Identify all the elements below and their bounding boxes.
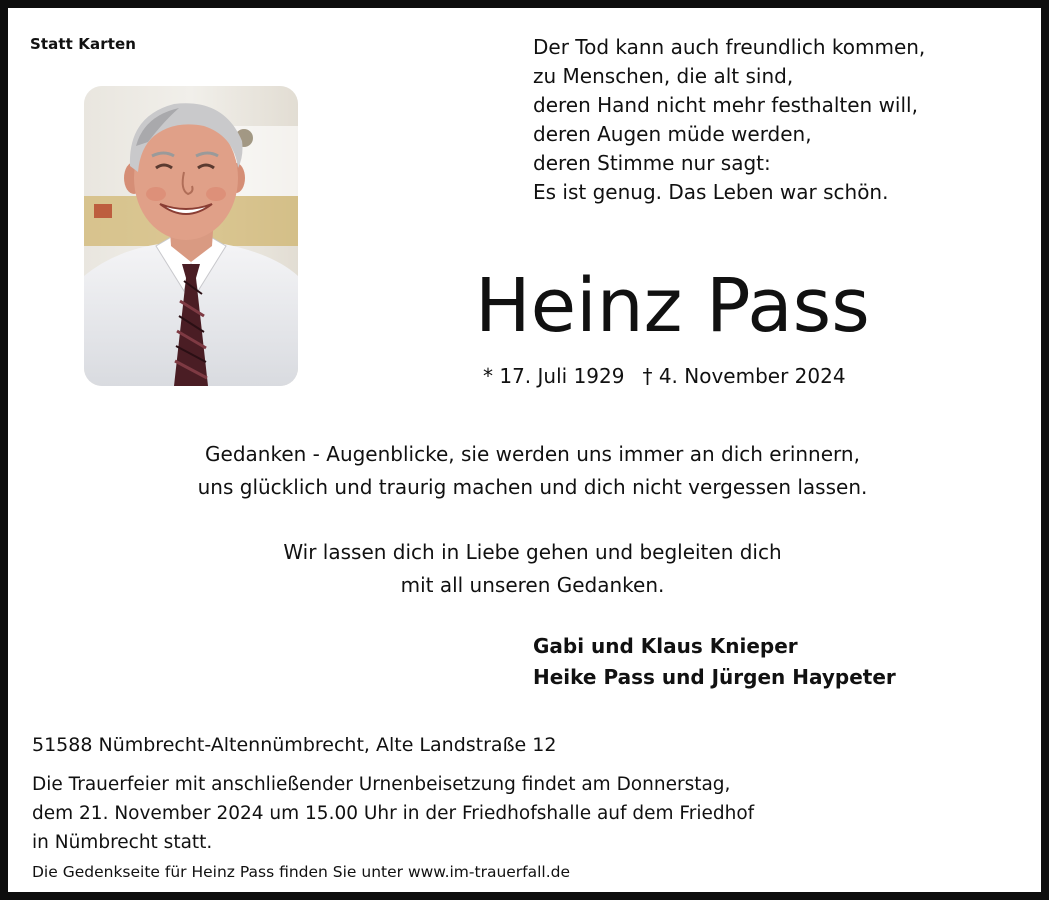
mourner-line: Gabi und Klaus Knieper bbox=[533, 634, 798, 658]
quote-line: mit all unseren Gedanken. bbox=[400, 573, 665, 597]
poem-line: deren Stimme nur sagt: bbox=[533, 151, 771, 175]
poem-line: Es ist genug. Das Leben war schön. bbox=[533, 180, 889, 204]
poem-line: deren Augen müde werden, bbox=[533, 122, 812, 146]
mourners bbox=[533, 631, 896, 693]
quote-line: Gedanken - Augenblicke, sie werden uns immer an dich erinnern, bbox=[205, 442, 860, 466]
quote-line: Wir lassen dich in Liebe gehen und begleiten dich bbox=[283, 540, 782, 564]
poem-line: Der Tod kann auch freundlich kommen, bbox=[533, 35, 926, 59]
life-dates bbox=[483, 362, 846, 390]
header-note: Statt Karten bbox=[30, 35, 137, 53]
death-date: † 4. November 2024 bbox=[642, 364, 846, 388]
deceased-name: Heinz Pass bbox=[475, 263, 870, 349]
poem bbox=[533, 33, 925, 207]
birth-date: * 17. Juli 1929 bbox=[483, 364, 625, 388]
poem-line: zu Menschen, die alt sind, bbox=[533, 64, 794, 88]
farewell-quote bbox=[8, 536, 1049, 602]
funeral-info bbox=[32, 770, 754, 857]
portrait-illustration bbox=[84, 86, 298, 386]
poem-line: deren Hand nicht mehr festhalten will, bbox=[533, 93, 918, 117]
funeral-line: in Nümbrecht statt. bbox=[32, 832, 213, 853]
address: 51588 Nümbrecht-Altennümbrecht, Alte Landstraße 12 bbox=[32, 734, 557, 756]
mourner-line: Heike Pass und Jürgen Haypeter bbox=[533, 665, 896, 689]
quote-line: uns glücklich und traurig machen und dich nicht vergessen lassen. bbox=[197, 475, 868, 499]
memorial-page-note: Die Gedenkseite für Heinz Pass finden Sie unter www.im-trauerfall.de bbox=[32, 863, 571, 881]
remembrance-quote bbox=[8, 438, 1049, 504]
funeral-line: dem 21. November 2024 um 15.00 Uhr in der Friedhofshalle auf dem Friedhof bbox=[32, 803, 755, 824]
funeral-line: Die Trauerfeier mit anschließender Urnenbeisetzung findet am Donnerstag, bbox=[32, 774, 731, 795]
portrait-photo bbox=[84, 86, 298, 386]
